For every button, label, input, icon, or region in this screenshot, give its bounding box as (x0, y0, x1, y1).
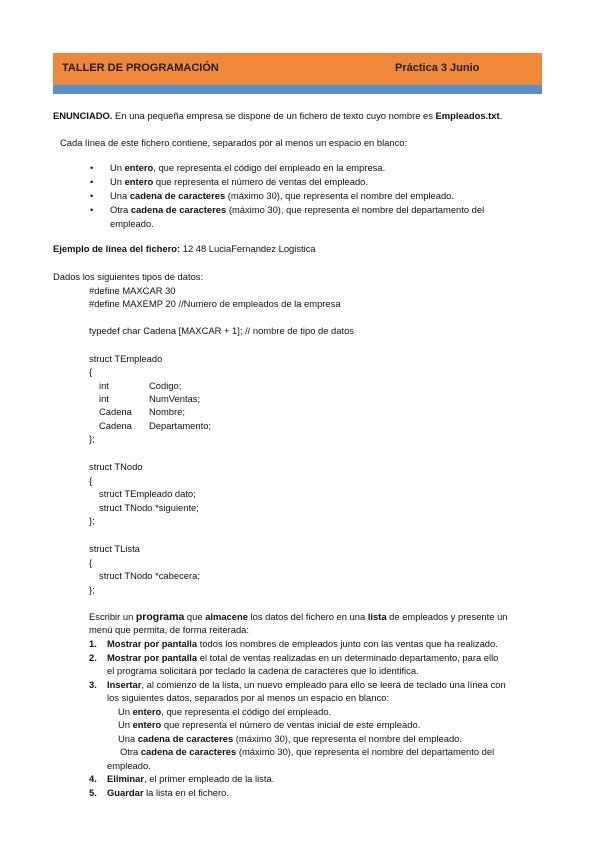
enunciado-paragraph (53, 110, 502, 122)
header-title: TALLER DE PROGRAMACIÓN (62, 62, 219, 74)
bullet-item: Un entero que representa el número de ventas del empleado. (110, 176, 368, 187)
bullet-item: Otra cadena de caracteres (máximo 30), que representa el nombre del departamento del (110, 204, 485, 215)
menu-item-number: 5. (89, 787, 97, 798)
enunciado-label: ENUNCIADO. (53, 110, 113, 121)
task-text: de empleados y presente un (386, 611, 508, 622)
code-typedef: typedef char Cadena [MAXCAR + 1]; // nombre de tipo de datos (89, 325, 354, 336)
code-define1: #define MAXCAR 30 (89, 285, 176, 296)
code-brace-open: { (89, 366, 93, 377)
code-tnodo-field2: struct TNodo *siguiente; (99, 502, 199, 513)
bullet-item: Un entero, que representa el código del empleado en la empresa. (110, 162, 386, 173)
bullet-dot: • (90, 204, 94, 215)
enunciado-line2: Cada línea de este fichero contiene, separados por al menos un espacio en blanco: (60, 137, 408, 148)
task-bold-programa: programa (135, 611, 185, 623)
document-header (53, 53, 542, 85)
enunciado-text: En una pequeña empresa se dispone de un fichero de texto cuyo nombre es (112, 110, 436, 121)
bullet-item-continuation: empleado. (110, 218, 154, 229)
task-bold-almacene: almacene (205, 611, 248, 622)
bullet-dot: • (90, 190, 94, 201)
code-brace-close: }; (89, 584, 95, 595)
code-brace-close: }; (89, 433, 95, 444)
insert-sub-item: Otra cadena de caracteres (máximo 30), que representa el nombre del departamento del (120, 746, 495, 757)
menu-item-text: Guardar la lista en el fichero. (107, 787, 229, 798)
task-text: Escribir un (89, 611, 136, 622)
bullet-dot: • (90, 162, 94, 173)
code-field-type: int (99, 393, 109, 404)
code-brace-open: { (89, 557, 93, 568)
menu-item-number: 3. (89, 679, 97, 690)
enunciado-end: . (499, 110, 503, 121)
header-date: Práctica 3 Junio (395, 62, 480, 74)
insert-sub-continuation: empleado. (107, 760, 151, 771)
insert-sub-item: Un entero, que representa el código del empleado. (118, 706, 332, 717)
code-tlista-field1: struct TNodo *cabecera; (99, 570, 200, 581)
code-brace-open: { (89, 475, 93, 486)
menu-item-text: Mostrar por pantalla todos los nombres de empleados junto con las ventas que ha realizado. (107, 638, 498, 649)
insert-sub-item: Una cadena de caracteres (máximo 30), que representa el nombre del empleado. (118, 733, 462, 744)
task-bold-lista: lista (367, 611, 387, 622)
enunciado-filename: Empleados.txt (435, 110, 500, 121)
header-underline-bar (53, 85, 542, 94)
code-field-name: Codigo; (149, 380, 182, 391)
types-intro: Dados los siguientes tipos de datos: (53, 271, 204, 282)
task-line2: menú que permita, de forma reiterada: (89, 624, 249, 635)
menu-item-text: Insertar, al comienzo de la lista, un nuevo empleado para ello se leerá de teclado una línea con (107, 679, 506, 690)
code-tnodo-field1: struct TEmpleado dato; (99, 488, 196, 499)
menu-item-text: Eliminar, el primer empleado de la lista. (107, 773, 275, 784)
example-line (53, 243, 316, 255)
menu-item-number: 1. (89, 638, 97, 649)
code-field-type: Cadena (99, 420, 132, 431)
example-label: Ejemplo de línea del fichero: (53, 243, 181, 254)
bullet-item: Una cadena de caracteres (máximo 30), que representa el nombre del empleado. (110, 190, 454, 201)
menu-item-number: 4. (89, 773, 97, 784)
menu-item-continuation: el programa solicitará por teclado la cadena de caracteres que lo identifica. (107, 665, 419, 676)
code-field-type: Cadena (99, 406, 132, 417)
task-text: los datos del fichero en una (247, 611, 368, 622)
example-value: 12 48 LuciaFernandez Logistica (180, 243, 316, 254)
code-struct-tnodo: struct TNodo (89, 461, 143, 472)
task-paragraph (89, 611, 508, 623)
code-struct-templeado: struct TEmpleado (89, 353, 163, 364)
menu-item-number: 2. (89, 652, 97, 663)
code-brace-close: }; (89, 515, 95, 526)
menu-item-continuation: los siguientes datos, separados por al menos un espacio en blanco: (107, 692, 389, 703)
code-field-name: Departamento; (149, 420, 212, 431)
code-field-type: int (99, 380, 109, 391)
code-struct-tlista: struct TLista (89, 543, 140, 554)
code-field-name: NumVentas; (149, 393, 201, 404)
code-define2: #define MAXEMP 20 //Numero de empleados de la empresa (89, 298, 341, 309)
insert-sub-item: Un entero que representa el número de ventas inicial de este empleado. (118, 719, 421, 730)
code-field-name: Nombre; (149, 406, 185, 417)
task-text: que (184, 611, 206, 622)
bullet-dot: • (90, 176, 94, 187)
menu-item-text: Mostrar por pantalla el total de ventas realizadas en un determinado departamento, para ello (107, 652, 499, 663)
